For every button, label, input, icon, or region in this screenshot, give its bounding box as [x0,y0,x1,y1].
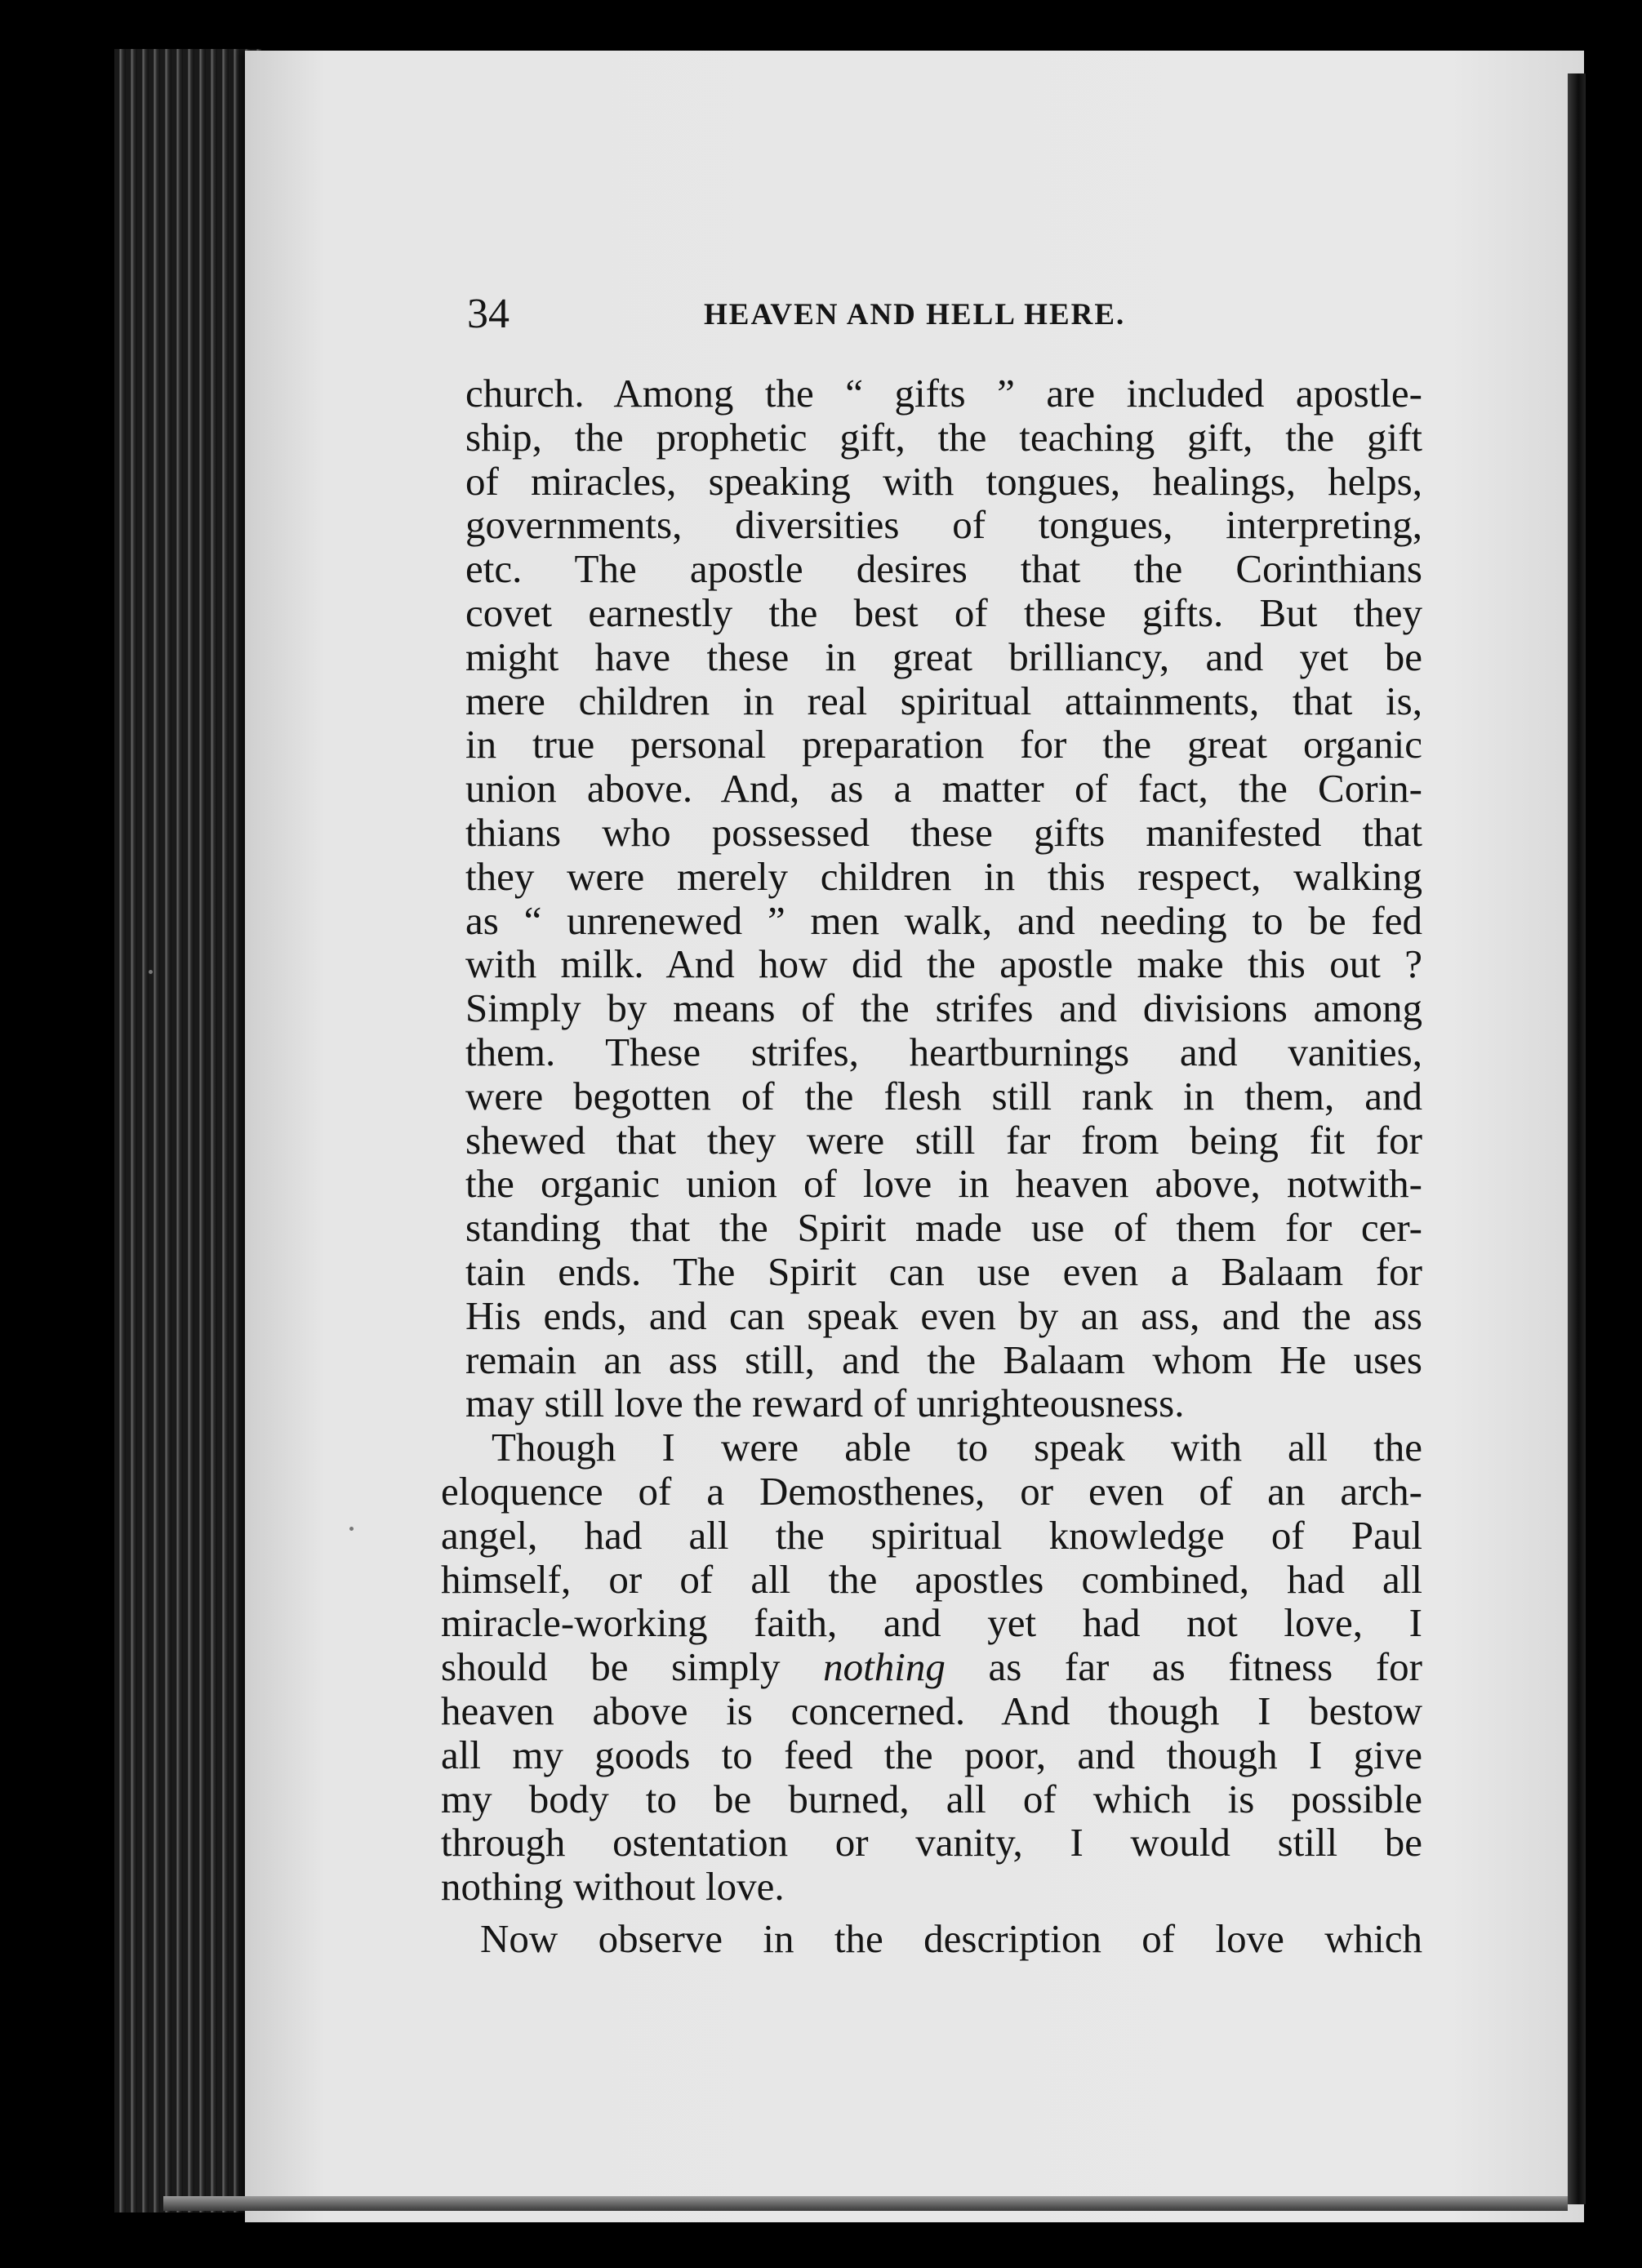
text-segment: as far as fitness for [945,1644,1422,1690]
text-line: mere children in real spiritual attainments, that is, [465,678,1422,723]
page-number: 34 [467,291,510,337]
text-line: eloquence of a Demosthenes, or even of an arch- [441,1468,1422,1514]
text-line: my body to be burned, all of which is possible [441,1776,1422,1821]
text-line: might have these in great brilliancy, and yet be [465,634,1422,679]
running-header [467,286,1431,343]
text-line: were begotten of the flesh still rank in them, and [465,1073,1422,1118]
text-line: they were merely children in this respect, walking [465,853,1422,899]
stacked-page-edges [114,49,261,2212]
text-line: shewed that they were still far from being fit for [465,1117,1422,1163]
text-line [441,1645,1422,1689]
paragraph-3 [465,1917,1422,1961]
book-spine-shadow [1568,73,1586,2204]
text-line: the organic union of love in heaven above, notwith- [465,1161,1422,1207]
text-line: ship, the prophetic gift, the teaching gift, the gift [465,414,1422,460]
dust-speck [349,1527,354,1531]
text-line: himself, or of all the apostles combined, had all [441,1556,1422,1602]
text-line: of miracles, speaking with tongues, healings, helps, [465,458,1422,504]
text-line: nothing without love. [441,1864,785,1910]
text-line: church. Among the “ gifts ” are included apostle- [465,371,1422,416]
paragraph-2 [441,1425,1422,1910]
text-line: Though I were able to speak with all the [492,1425,1422,1470]
text-line: heaven above is concerned. And though I bestow [441,1688,1422,1733]
text-line: with milk. And how did the apostle make this out ? [465,941,1422,987]
text-line: them. These strifes, heartburnings and vanities, [465,1029,1422,1074]
text-line: all my goods to feed the poor, and though I give [441,1732,1422,1777]
paragraph-1 [465,371,1422,1425]
text-line: Simply by means of the strifes and divisions among [465,985,1422,1031]
text-line: union above. And, as a matter of fact, the Corin- [465,766,1422,812]
text-line: tain ends. The Spirit can use even a Balaam for [465,1248,1422,1294]
dust-speck [149,970,153,974]
text-line: etc. The apostle desires that the Corinthians [465,546,1422,592]
text-line: angel, had all the spiritual knowledge of Paul [441,1512,1422,1558]
text-line: His ends, and can speak even by an ass, and the ass [465,1292,1422,1338]
text-line: Now observe in the description of love which [480,1915,1422,1961]
text-line: miracle-working faith, and yet had not love, I [441,1600,1422,1646]
text-line: in true personal preparation for the great organic [465,722,1422,767]
text-segment: should be simply [441,1644,824,1690]
text-line: as “ unrenewed ” men walk, and needing to be fed [465,897,1422,943]
text-line: may still love the reward of unrighteousness. [465,1381,1185,1426]
text-line: governments, diversities of tongues, interpreting, [465,502,1422,548]
text-line: standing that the Spirit made use of them for cer- [465,1205,1422,1251]
running-title: HEAVEN AND HELL HERE. [704,298,1126,331]
text-line: remain an ass still, and the Balaam whom He uses [465,1336,1422,1382]
page-bottom-edge [163,2196,1568,2211]
text-line: through ostentation or vanity, I would still be [441,1820,1422,1866]
text-line: thians who possessed these gifts manifested that [465,809,1422,855]
emphasized-word: nothing [823,1644,946,1690]
body-text [441,371,1422,1961]
text-line: covet earnestly the best of these gifts. But they [465,589,1422,635]
